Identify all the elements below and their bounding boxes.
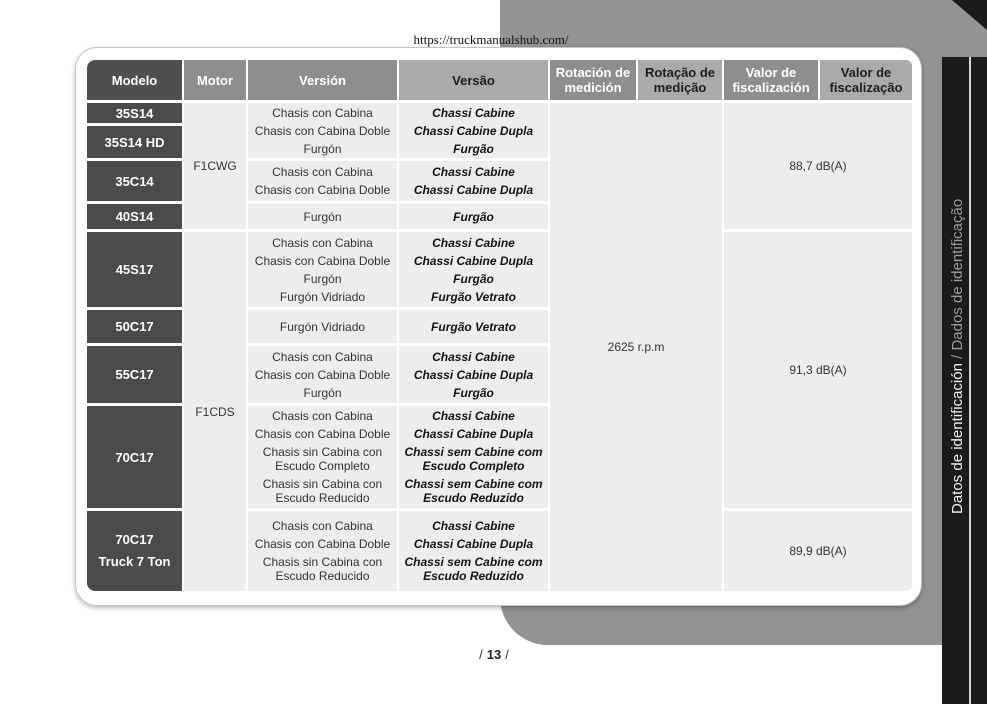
page-number-suffix: / xyxy=(505,647,509,662)
header-label: Rotación de medición xyxy=(555,65,631,95)
version-es-item: Furgón xyxy=(303,141,342,156)
header-label: Valor de fiscalización xyxy=(732,65,810,95)
version-pt-item: Chassi Cabine xyxy=(432,409,515,423)
model-cell xyxy=(87,204,182,229)
version-pt-item: Chassi Cabine Dupla xyxy=(413,123,534,138)
version-es-item: Furgón xyxy=(303,271,342,286)
version-es-item: Chasis con Cabina xyxy=(272,165,373,179)
version-pt-item: Chassi sem Cabine com Escudo Reduzido xyxy=(404,477,543,505)
version-es-item: Furgón xyxy=(303,385,342,400)
header-value-pt xyxy=(820,60,912,100)
version-es-cell xyxy=(248,232,397,307)
version-es-item: Furgón xyxy=(303,209,342,224)
model-cell xyxy=(87,406,182,508)
side-tab-secondary: / Dados de identificação xyxy=(949,198,966,359)
version-es-item: Chasis con Cabina xyxy=(272,409,373,423)
version-es-cell xyxy=(248,204,397,229)
rotation-value: 2625 r.p.m xyxy=(607,340,665,354)
version-es-item: Chasis sin Cabina con Escudo Completo xyxy=(262,445,383,473)
version-es-item: Furgón Vidriado xyxy=(279,319,366,334)
version-es-cell xyxy=(248,346,397,403)
model-cell xyxy=(87,232,182,307)
source-url: https://truckmanualshub.com/ xyxy=(413,32,569,47)
version-pt-item: Chassi Cabine Dupla xyxy=(413,253,534,268)
header-version-pt xyxy=(399,60,548,100)
model-name: 70C17 xyxy=(115,449,154,465)
noise-value-cell xyxy=(724,511,912,591)
version-es-item: Chasis con Cabina xyxy=(272,235,373,250)
version-es-item: Chasis con Cabina xyxy=(272,349,373,364)
engine-cell xyxy=(184,232,246,591)
version-pt-item: Chassi Cabine Dupla xyxy=(413,537,534,551)
header-label: Motor xyxy=(196,72,234,88)
identification-table xyxy=(87,60,912,591)
version-es-item: Chasis sin Cabina con Escudo Reducido xyxy=(262,555,383,583)
model-cell xyxy=(87,103,182,123)
engine-cell xyxy=(184,103,246,229)
header-label: Versão xyxy=(452,72,495,88)
version-pt-cell xyxy=(399,511,548,591)
model-cell xyxy=(87,161,182,201)
version-es-cell xyxy=(248,103,397,158)
model-name: 45S17 xyxy=(115,262,154,277)
side-tab-primary: Datos de identificación xyxy=(949,363,966,514)
version-es-cell xyxy=(248,511,397,591)
version-pt-item: Chassi Cabine Dupla xyxy=(413,183,534,197)
version-es-item: Chasis con Cabina xyxy=(272,519,373,533)
header-label: Modelo xyxy=(111,72,158,88)
version-es-item: Chasis con Cabina Doble xyxy=(254,537,391,551)
version-es-item: Chasis con Cabina Doble xyxy=(254,367,391,382)
version-es-item: Chasis con Cabina Doble xyxy=(254,253,391,268)
version-pt-cell xyxy=(399,161,548,201)
page-number xyxy=(444,647,544,662)
model-variant: Truck 7 Ton xyxy=(98,554,171,569)
version-es-item: Chasis con Cabina Doble xyxy=(254,183,391,197)
engine-code: F1CDS xyxy=(195,404,235,419)
version-pt-cell xyxy=(399,406,548,508)
version-pt-item: Chassi Cabine xyxy=(432,105,515,120)
side-tab-label xyxy=(949,188,967,514)
header-label: Valor de fiscalização xyxy=(829,65,903,95)
model-name: 50C17 xyxy=(115,319,154,334)
version-es-item: Chasis sin Cabina con Escudo Reducido xyxy=(262,477,383,505)
version-pt-cell xyxy=(399,204,548,229)
side-tab-divider xyxy=(969,57,971,704)
noise-value: 88,7 dB(A) xyxy=(789,159,847,173)
noise-value-cell xyxy=(724,232,912,508)
model-cell xyxy=(87,511,182,591)
version-pt-item: Chassi sem Cabine com Escudo Completo xyxy=(404,445,543,473)
version-pt-cell xyxy=(399,346,548,403)
model-name: 35S14 HD xyxy=(104,134,165,150)
version-pt-item: Chassi Cabine xyxy=(432,349,515,364)
model-name: 35S14 xyxy=(115,105,154,121)
header-rotation-es xyxy=(550,60,636,100)
model-name: 40S14 xyxy=(115,209,154,224)
header-label: Versión xyxy=(299,72,346,88)
page-number-value: 13 xyxy=(486,647,502,662)
version-pt-item: Furgão xyxy=(453,385,494,400)
noise-value: 91,3 dB(A) xyxy=(789,363,847,377)
model-name: 35C14 xyxy=(115,173,154,189)
model-cell xyxy=(87,346,182,403)
header-motor xyxy=(184,60,246,100)
version-pt-item: Chassi sem Cabine com Escudo Reduzido xyxy=(404,555,543,583)
version-es-cell xyxy=(248,310,397,343)
page-number-prefix: / xyxy=(479,647,483,662)
version-es-item: Chasis con Cabina xyxy=(272,105,373,120)
version-pt-item: Furgão Vetrato xyxy=(431,289,516,304)
version-pt-item: Chassi Cabine xyxy=(432,519,515,533)
noise-value: 89,9 dB(A) xyxy=(789,544,847,558)
rotation-cell xyxy=(550,103,722,591)
header-value-es xyxy=(724,60,818,100)
version-pt-item: Chassi Cabine xyxy=(432,235,515,250)
version-pt-item: Furgão xyxy=(453,271,494,286)
version-es-cell xyxy=(248,406,397,508)
version-es-cell xyxy=(248,161,397,201)
version-es-item: Chasis con Cabina Doble xyxy=(254,123,391,138)
noise-value-cell xyxy=(724,103,912,229)
header-version-es xyxy=(248,60,397,100)
version-pt-item: Chassi Cabine xyxy=(432,165,515,179)
version-pt-cell xyxy=(399,232,548,307)
version-es-item: Chasis con Cabina Doble xyxy=(254,427,391,441)
version-pt-item: Furgão xyxy=(453,141,494,156)
model-cell xyxy=(87,126,182,158)
version-es-item: Furgón Vidriado xyxy=(279,289,366,304)
version-pt-item: Furgão xyxy=(453,209,494,224)
header-label: Rotação de medição xyxy=(644,65,716,95)
model-cell xyxy=(87,310,182,343)
version-pt-item: Furgão Vetrato xyxy=(431,319,516,334)
header-modelo xyxy=(87,60,182,100)
model-name: 55C17 xyxy=(115,367,154,382)
version-pt-item: Chassi Cabine Dupla xyxy=(413,367,534,382)
header-rotation-pt xyxy=(638,60,722,100)
version-pt-cell xyxy=(399,310,548,343)
version-pt-cell xyxy=(399,103,548,158)
model-name: 70C17 xyxy=(115,532,154,547)
engine-code: F1CWG xyxy=(193,159,237,173)
version-pt-item: Chassi Cabine Dupla xyxy=(413,427,534,441)
